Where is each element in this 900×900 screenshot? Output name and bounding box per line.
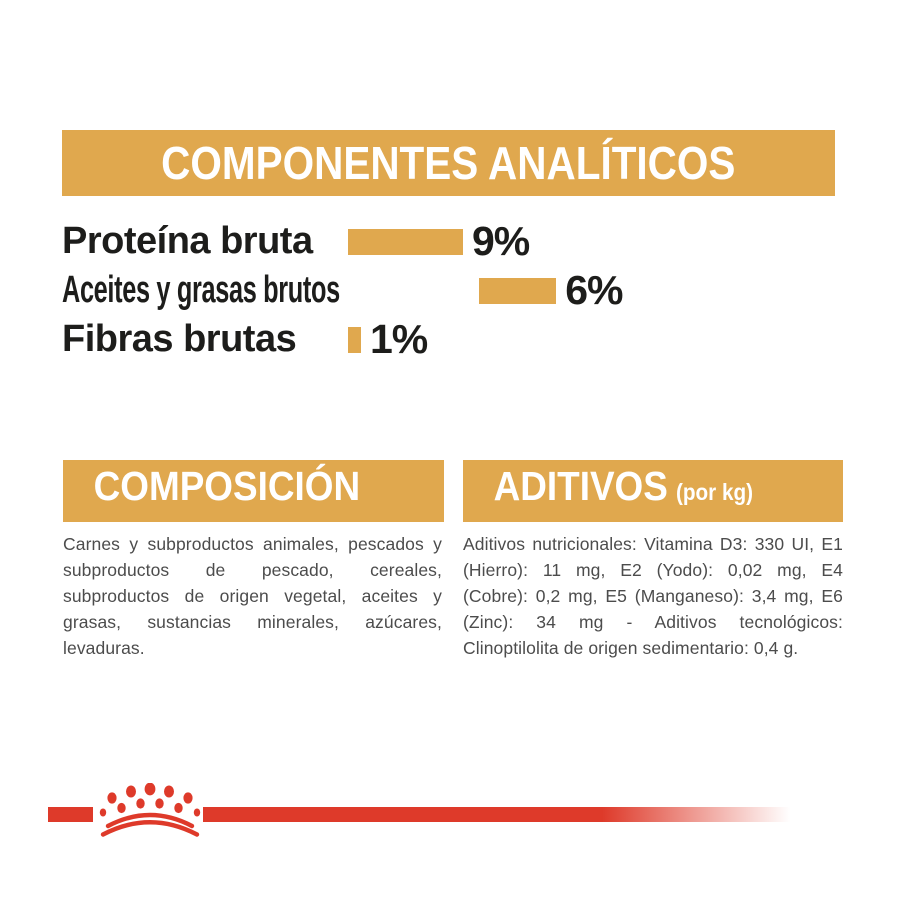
- chart-value: 6%: [565, 267, 623, 313]
- additives-header: [463, 460, 843, 522]
- royal-canin-crown-icon: [94, 783, 206, 839]
- additives-body: Aditivos nutricionales: Vitamina D3: 330 UI, E1 (Hierro): 11 mg, E2 (Yodo): 0,02 mg, E4 (Cobre): 0,2 mg, E5 (Manganeso): 3,4 mg, E6 (Zinc): 34 mg - Aditivos tecnológicos: Clinoptilolita de origen sedimentario: 0,4 g.: [463, 534, 843, 658]
- composition-body: Carnes y subproductos animales, pescados y subproductos de pescado, cereales, subproductos de origen vegetal, aceites y grasas, sustancias minerales, azúcares, levaduras.: [63, 534, 442, 658]
- chart-bar: [348, 327, 361, 353]
- footer-red-line-left: [48, 807, 93, 822]
- composition-header: [63, 460, 444, 522]
- footer-red-line-right: [203, 807, 790, 822]
- additives-title: ADITIVOS: [493, 463, 668, 509]
- analytical-components-header: [62, 130, 835, 196]
- chart-row: [62, 217, 582, 266]
- chart-bar: [479, 278, 556, 304]
- chart-value: 1%: [370, 316, 428, 362]
- chart-bar: [348, 229, 463, 255]
- chart-value: 9%: [472, 218, 530, 264]
- composition-title: COMPOSICIÓN: [93, 463, 361, 509]
- chart-row-label: Aceites y grasas brutos: [62, 269, 340, 311]
- additives-title-suffix: (por kg): [675, 479, 754, 505]
- chart-row-label: Proteína bruta: [62, 220, 313, 262]
- chart-row: [62, 266, 623, 315]
- chart-row-label: Fibras brutas: [62, 318, 297, 360]
- analytical-components-title: COMPONENTES ANALÍTICOS: [161, 137, 736, 189]
- analytical-chart: [62, 217, 623, 364]
- chart-row: [62, 315, 582, 364]
